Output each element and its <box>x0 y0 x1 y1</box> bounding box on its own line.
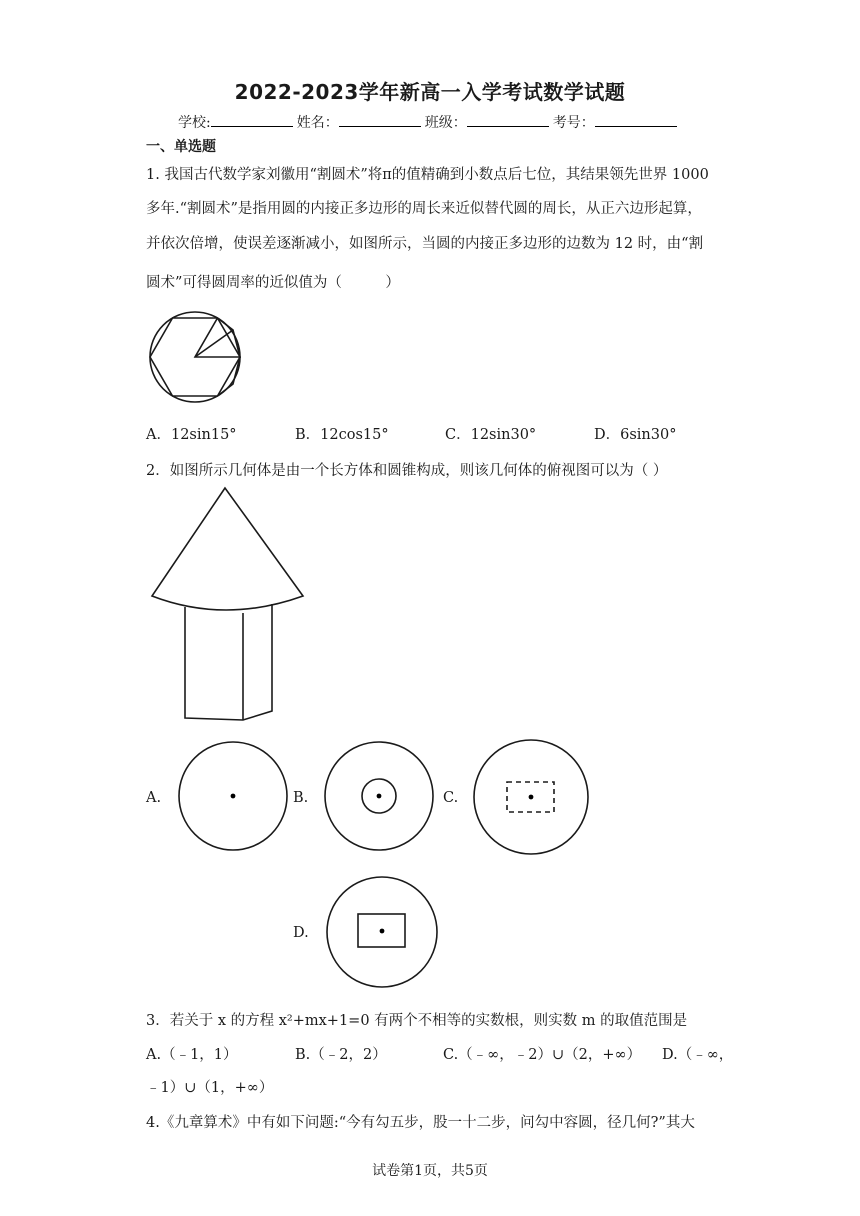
q2-text: 2．如图所示几何体是由一个长方体和圆锥构成，则该几何体的俯视图可以为（ ） <box>146 463 668 479</box>
q4-text: 4.《九章算术》中有如下问题:“今有勾五步，股一十二步，问勾中容圆，径几何?”其大 <box>146 1115 695 1131</box>
school-label: 学校: <box>178 115 211 131</box>
q1-option-a: A．12sin15° <box>146 427 237 443</box>
q2-option-b-figure <box>324 741 436 853</box>
page-footer: 试卷第1页，共5页 <box>372 1163 488 1179</box>
q1-text-line-3: 并依次倍增，使误差逐渐减小，如图所示，当圆的内接正多边形的边数为 12 时，由“割 <box>146 236 704 252</box>
student-info-line <box>178 112 681 132</box>
q1-option-d: D．6sin30° <box>594 427 677 443</box>
q1-option-c: C．12sin30° <box>445 427 537 443</box>
q2-figure-cone-on-box <box>150 486 310 726</box>
name-blank <box>339 112 421 127</box>
q2-option-a-figure <box>178 741 290 853</box>
q3-option-c: C.（﹣∞，﹣2）∪（2，+∞） <box>443 1047 642 1063</box>
exam-number-label: 考号： <box>552 115 595 131</box>
q2-option-c-figure <box>474 739 588 857</box>
q1-figure-inscribed-polygon <box>146 310 246 406</box>
q1-text-line-2: 多年.“割圆术”是指用圆的内接正多边形的周长来近似替代圆的周长，从正六边形起算， <box>146 201 702 217</box>
q3-option-a: A.（﹣1，1） <box>146 1047 238 1063</box>
q3-text: 3．若关于 x 的方程 x²+mx+1=0 有两个不相等的实数根，则实数 m 的取值范围是 <box>146 1013 688 1029</box>
exam-number-blank <box>595 112 677 127</box>
class-label: 班级： <box>424 115 467 131</box>
q2-option-d-figure <box>326 876 440 990</box>
school-blank <box>211 112 293 127</box>
q1-option-b: B．12cos15° <box>295 427 389 443</box>
q1-text-line-1: 1. 我国古代数学家刘徽用“割圆术”将π的值精确到小数点后七位，其结果领先世界 1000 <box>146 167 709 183</box>
name-label: 姓名： <box>296 115 339 131</box>
q2-label-c: C. <box>443 790 459 806</box>
class-blank <box>467 112 549 127</box>
q3-option-d: D.（﹣∞， <box>662 1047 734 1063</box>
q1-text-line-4: 圆术”可得圆周率的近似值为（ ） <box>146 275 400 291</box>
section-heading: 一、单选题 <box>146 139 216 155</box>
q3-option-b: B.（﹣2，2） <box>295 1047 387 1063</box>
q2-label-a: A. <box>146 790 162 806</box>
exam-title: 2022-2023学年新高一入学考试数学试题 <box>234 80 626 104</box>
q2-label-d: D. <box>293 925 309 941</box>
q2-label-b: B. <box>293 790 309 806</box>
q3-option-d-wrap: ﹣1）∪（1，+∞） <box>146 1080 274 1096</box>
